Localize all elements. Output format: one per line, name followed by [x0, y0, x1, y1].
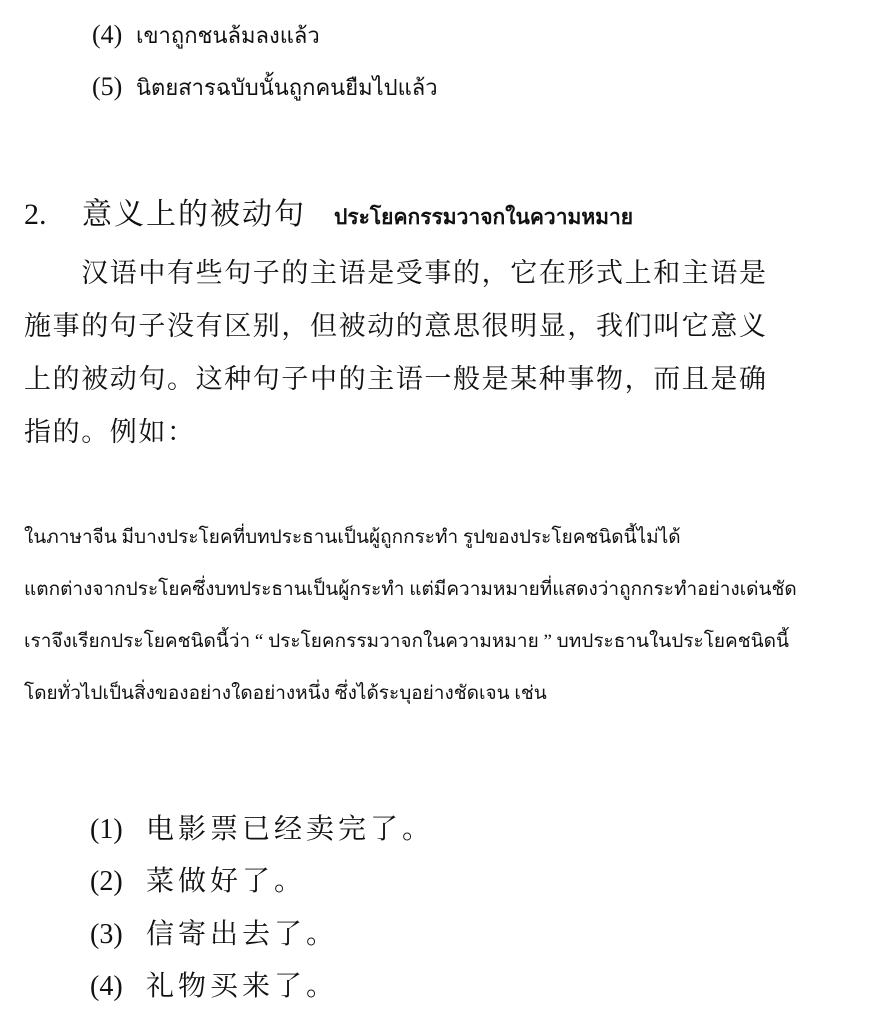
chinese-paragraph-line: 上的被动句。这种句子中的主语一般是某种事物，而且是确	[24, 364, 768, 395]
example-number: (4)	[92, 20, 123, 49]
chinese-paragraph-line: 施事的句子没有区别，但被动的意思很明显，我们叫它意义	[24, 311, 768, 342]
section-title-cn: 意义上的被动句	[82, 197, 306, 232]
section-heading	[24, 197, 634, 232]
chinese-example-2	[90, 864, 307, 897]
example-number: (3)	[90, 919, 123, 950]
thai-paragraph-line: แตกต่างจากประโยคซึ่งบทประธานเป็นผู้กระทำ แต่มีความหมายที่แสดงว่าถูกกระทำอย่างเด่นชัด	[24, 579, 797, 600]
example-number: (2)	[90, 866, 123, 897]
example-number: (5)	[92, 72, 123, 101]
thai-example-5	[92, 74, 438, 100]
example-text: นิตยสารฉบับนั้นถูกคนยืมไปแล้ว	[136, 75, 438, 100]
chinese-example-1	[90, 812, 435, 845]
example-text: 菜做好了。	[146, 864, 307, 897]
section-number: 2.	[24, 198, 47, 231]
example-text: 信寄出去了。	[146, 917, 339, 950]
chinese-example-3	[90, 917, 339, 950]
thai-example-4	[92, 22, 320, 48]
thai-paragraph-line: ในภาษาจีน มีบางประโยคที่บทประธานเป็นผู้ถูกกระทำ รูปของประโยคชนิดนี้ไม่ได้	[24, 527, 681, 548]
example-text: 礼物买来了。	[146, 969, 339, 1002]
chinese-example-4	[90, 969, 339, 1002]
example-text: 电影票已经卖完了。	[146, 812, 435, 845]
chinese-paragraph-line: 指的。例如：	[24, 417, 196, 448]
thai-paragraph-line: โดยทั่วไปเป็นสิ่งของอย่างใดอย่างหนึ่ง ซึ่งได้ระบุอย่างชัดเจน เช่น	[24, 683, 547, 704]
section-title-th: ประโยคกรรมวาจกในความหมาย	[334, 205, 634, 229]
example-text: เขาถูกชนล้มลงแล้ว	[136, 23, 320, 48]
example-number: (4)	[90, 971, 123, 1002]
chinese-paragraph-line: 汉语中有些句子的主语是受事的，它在形式上和主语是	[24, 258, 768, 289]
thai-paragraph-line: เราจึงเรียกประโยคชนิดนี้ว่า “ ประโยคกรรมวาจกในความหมาย ” บทประธานในประโยคชนิดนี้	[24, 631, 789, 652]
example-number: (1)	[90, 814, 123, 845]
